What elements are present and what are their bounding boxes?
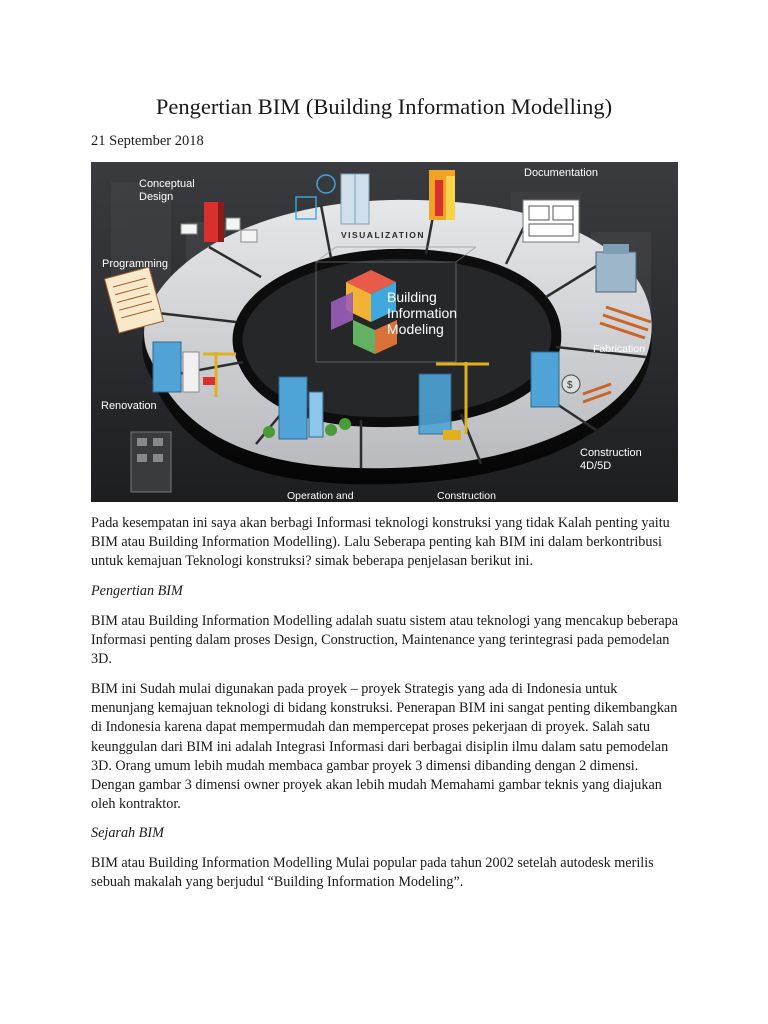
paragraph-indonesia: BIM ini Sudah mulai digunakan pada proyek – proyek Strategis yang ada di Indonesia untuk menunjang kemajuan teknologi di bidang konstruksi. Penerapan BIM ini sangat penting dikembangkan di Indonesia karena dapat mempermudah dan mempercepat proses pekerjaan di proyek. Salah satu keunggulan dari BIM ini adalah Integrasi Informasi dari berbagai disiplin ilmu dalam satu pemodelan 3D. Orang umum lebih mudah membaca gambar proyek 3 dimensi dibanding dengan 2 dimensi. Dengan gambar 3 dimensi owner proyek akan lebih mudah Memahami gambar teknis yang diajukan oleh kontraktor. bbox=[91, 681, 678, 813]
colored-tower-icon bbox=[429, 170, 455, 220]
svg-text:$: $ bbox=[567, 380, 573, 391]
center-title-line2: Information bbox=[387, 305, 458, 321]
stage-construction-bottom: Construction bbox=[437, 490, 496, 502]
documentation-sheet-icon bbox=[523, 200, 579, 242]
visualization-label: VISUALIZATION bbox=[340, 230, 426, 240]
stage-construction-4d-line2: 4D/5D bbox=[580, 460, 612, 472]
stage-programming: Programming bbox=[102, 258, 169, 270]
center-title-line3: Modeling bbox=[387, 321, 444, 337]
bim-lifecycle-figure bbox=[91, 162, 678, 502]
heading-pengertian-bim: Pengertian BIM bbox=[91, 583, 183, 599]
stage-documentation: Documentation bbox=[524, 167, 598, 179]
stage-operation: Operation and bbox=[287, 490, 354, 502]
paragraph-sejarah: BIM atau Building Information Modelling Mulai popular pada tahun 2002 setelah autodesk merilis sebuah makalah yang berjudul “Building Information Modeling”. bbox=[91, 855, 654, 891]
stage-construction-4d-line1: Construction bbox=[580, 447, 642, 459]
bim-diagram bbox=[91, 162, 678, 502]
paragraph-pengertian: BIM atau Building Information Modelling adalah suatu sistem atau teknologi yang mencakup beberapa Informasi penting dalam proses Design, Construction, Maintenance yang terintegrasi pada pemodelan 3D. bbox=[91, 613, 679, 668]
left-dark-building bbox=[131, 432, 171, 492]
article-date: 21 September 2018 bbox=[91, 133, 204, 149]
center-title-line1: Building bbox=[387, 289, 437, 305]
stage-conceptual-line1: Conceptual bbox=[139, 178, 195, 190]
stage-conceptual-line2: Design bbox=[139, 191, 174, 203]
stage-renovation: Renovation bbox=[101, 400, 157, 412]
paragraph-intro: Pada kesempatan ini saya akan berbagi Informasi teknologi konstruksi yang tidak Kalah penting yaitu BIM atau Building Information Modelling). Lalu Seberapa penting kah BIM ini dalam berkontribusi untuk kemajuan Teknologi konstruksi? simak beberapa penjelasan berikut ini. bbox=[91, 515, 670, 570]
heading-sejarah-bim: Sejarah BIM bbox=[91, 825, 164, 841]
article-title: Pengertian BIM (Building Information Modelling) bbox=[155, 94, 613, 119]
stage-fabrication: Fabrication bbox=[593, 343, 645, 355]
